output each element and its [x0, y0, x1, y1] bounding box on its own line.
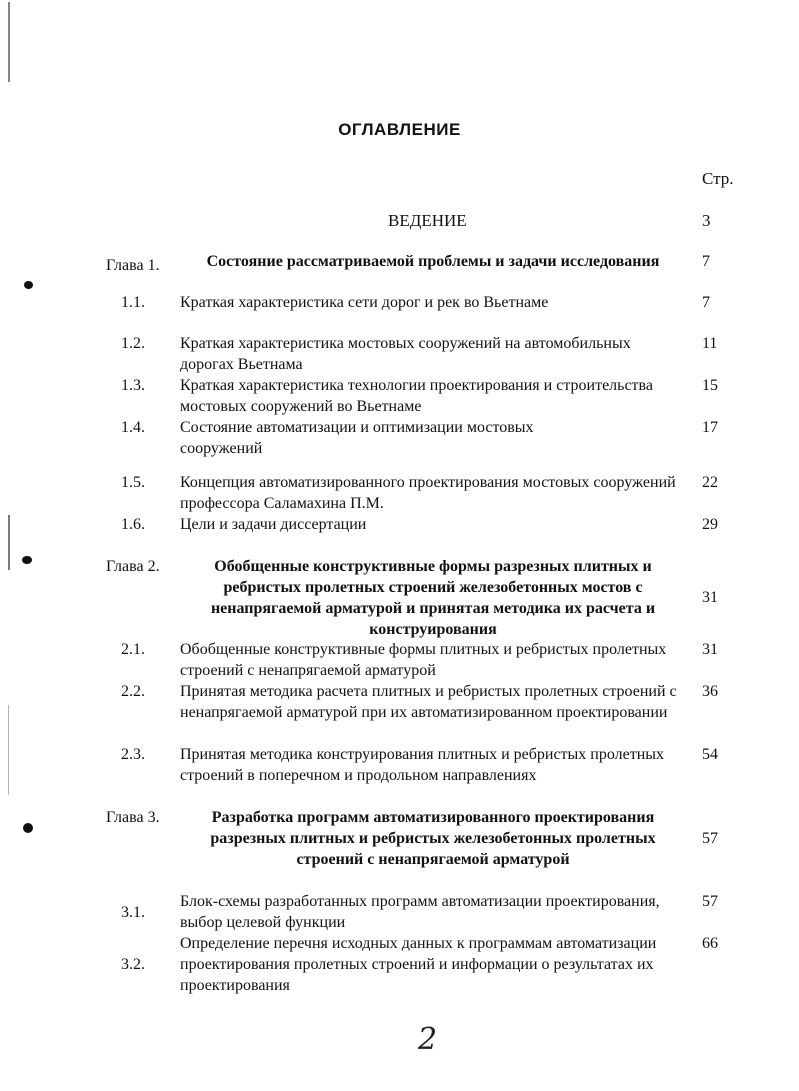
entry-label: 1.6.: [121, 516, 145, 533]
entry-page: 31: [702, 641, 718, 658]
entry-label: 1.1.: [121, 294, 145, 311]
punch-hole-mark: [24, 281, 33, 289]
scan-edge-line: [8, 2, 10, 82]
intro-page: 3: [702, 211, 711, 230]
entry-page: 57: [702, 893, 718, 910]
entry-page: 57: [702, 830, 718, 847]
entry-page: 36: [702, 683, 718, 700]
entry-page: 15: [702, 377, 718, 394]
entry-label: 2.1.: [121, 641, 145, 658]
entry-label: 2.2.: [121, 683, 145, 700]
entry-page: 7: [702, 294, 710, 311]
punch-hole-mark: [22, 556, 32, 564]
punch-hole-mark: [23, 823, 33, 833]
entry-page: 29: [702, 516, 718, 533]
entry-page: 54: [702, 746, 718, 763]
entry-page: 31: [702, 589, 718, 606]
entry-page: 22: [702, 474, 718, 491]
entry-page: 7: [702, 253, 710, 270]
entry-label: 3.1.: [121, 904, 145, 921]
entry-label: Глава 1.: [106, 257, 160, 274]
scan-edge-line: [8, 705, 9, 795]
entry-text: Краткая характеристика мостовых сооружений на автомобильных дорогах Вьетнама: [180, 335, 631, 373]
entry-text: Определение перечня исходных данных к программам автоматизации проектирования пролетных строений и информации о результатах их проектирования: [180, 935, 657, 994]
scan-edge-line: [8, 515, 10, 570]
page-column-label: Стр.: [702, 169, 734, 188]
entry-text: Блок-схемы разработанных программ автоматизации проектирования, выбор целевой функции: [180, 893, 660, 931]
entry-page: 66: [702, 935, 718, 952]
entry-label: 3.2.: [121, 956, 145, 973]
entry-label: 2.3.: [121, 746, 145, 763]
entry-text: Краткая характеристика сети дорог и рек во Вьетнаме: [180, 294, 549, 311]
entry-text: Разработка программ автоматизированного проектирования разрезных плитных и ребристых железобетонных пролетных строений с ненапрягаемой арматурой: [210, 809, 656, 868]
entry-text: Цели и задачи диссертации: [180, 516, 367, 533]
page-title: ОГЛАВЛЕНИЕ: [338, 120, 461, 139]
entry-text: Принятая методика конструирования плитных и ребристых пролетных строений в поперечном и продольном направлениях: [180, 746, 665, 784]
entry-label: Глава 2.: [106, 558, 160, 575]
entry-label: Глава 3.: [106, 809, 160, 826]
entry-label: 1.5.: [121, 474, 145, 491]
entry-text: Состояние рассматриваемой проблемы и задачи исследования: [206, 253, 660, 270]
entry-page: 17: [702, 419, 718, 436]
entry-label: 1.4.: [121, 419, 145, 436]
entry-label: 1.3.: [121, 377, 145, 394]
intro-label: ВЕДЕНИЕ: [388, 211, 467, 230]
entry-text: Обобщенные конструктивные формы разрезных плитных и ребристых пролетных строений железобетонных мостов с ненапрягаемой арматурой и принятая методика их расчета и конструирования: [210, 558, 656, 638]
handwritten-page-number: 2: [418, 1022, 438, 1057]
entry-label: 1.2.: [121, 335, 145, 352]
entry-text: Обобщенные конструктивные формы плитных и ребристых пролетных строений с ненапрягаемой арматурой: [180, 641, 667, 679]
entry-page: 11: [702, 335, 718, 352]
entry-text: Концепция автоматизированного проектирования мостовых сооружений профессора Саламахина П.М.: [180, 474, 676, 512]
entry-text: Состояние автоматизации и оптимизации мостовых сооружений: [180, 419, 534, 457]
entry-text: Принятая методика расчета плитных и ребристых пролетных строений с ненапрягаемой арматурой при их автоматизированном проектировании: [180, 683, 677, 721]
entry-text: Краткая характеристика технологии проектирования и строительства мостовых сооружений во Вьетнаме: [180, 377, 653, 415]
